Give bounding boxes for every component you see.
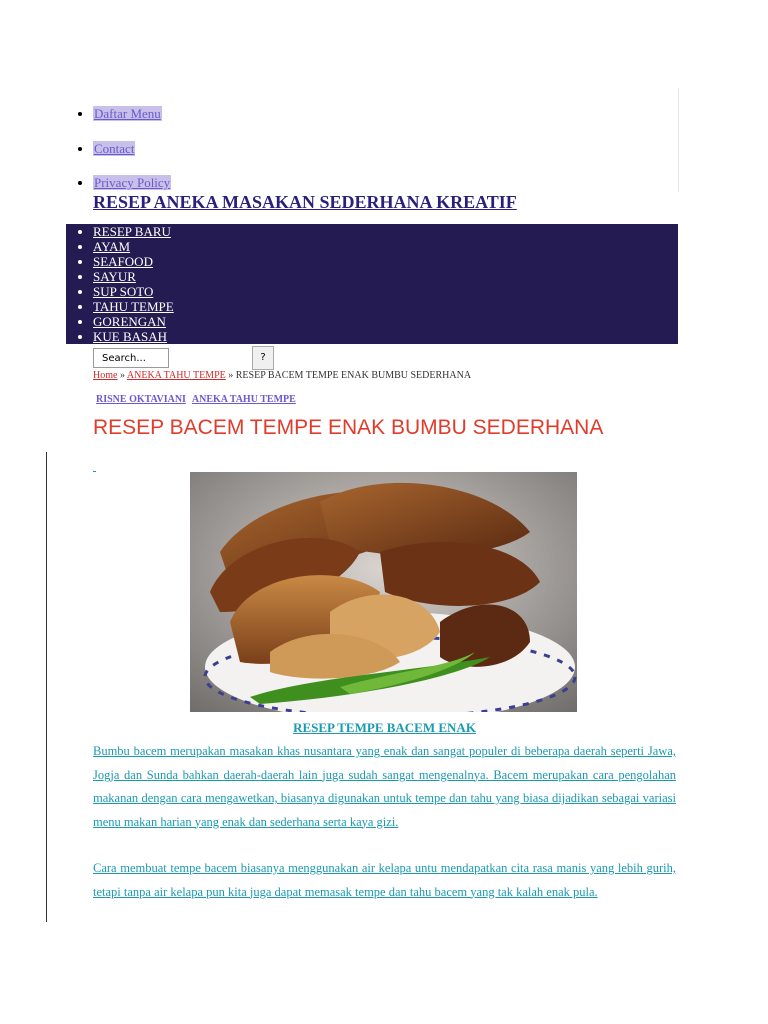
nav-item-ayam[interactable]: AYAM [93,239,131,254]
breadcrumb [93,370,471,381]
post-paragraph[interactable]: Bumbu bacem merupakan masakan khas nusantara yang enak dan sangat populer di beberapa daerah seperti Jawa, Jogja dan Sunda bahkan daerah-daerah lain juga sudah sangat mengenalnya. Bacem merupakan cara pengolahan makanan dengan cara mengawetkan, biasanya digunakan untuk tempe dan tahu yang biasa dijadikan sebagai variasi menu makan harian yang enak dan sederhana serta kaya gizi. [93,744,676,829]
site-title[interactable]: RESEP ANEKA MASAKAN SEDERHANA KREATIF [93,192,517,212]
tempe-bacem-image [190,472,577,712]
search-input[interactable]: Search... [93,348,169,368]
nav-item-resep-baru[interactable]: RESEP BARU [93,224,171,239]
breadcrumb-separator: » [119,370,125,381]
divider [46,452,47,922]
search-button[interactable]: ? [252,346,274,370]
nav-item-tahu-tempe[interactable]: TAHU TEMPE [93,299,174,314]
privacy-policy-link[interactable]: Privacy Policy [94,175,171,190]
daftar-menu-link[interactable]: Daftar Menu [94,106,161,121]
divider [678,88,679,192]
anchor-link[interactable] [93,460,96,472]
nav-item-gorengan[interactable]: GORENGAN [93,314,166,329]
post-paragraph[interactable]: Cara membuat tempe bacem biasanya menggunakan air kelapa untu mendapatkan cita rasa manis yang lebih gurih, tetapi tanpa air kelapa pun kita juga dapat memasak tempe dan tahu bacem yang tak kalah enak pula. [93,861,676,899]
breadcrumb-separator: » [228,370,234,381]
main-nav [66,224,678,344]
nav-item-sayur[interactable]: SAYUR [93,269,136,284]
nav-item-kue-basah[interactable]: KUE BASAH [93,329,168,344]
breadcrumb-category-link[interactable]: ANEKA TAHU TEMPE [126,370,226,381]
top-link-item [93,139,171,174]
category-link[interactable]: ANEKA TAHU TEMPE [191,394,296,405]
post-meta [96,394,300,405]
breadcrumb-current: RESEP BACEM TEMPE ENAK BUMBU SEDERHANA [235,370,472,381]
breadcrumb-home-link[interactable]: Home [93,370,118,381]
author-link[interactable]: RISNE OKTAVIANI [96,394,186,405]
image-caption-link[interactable]: RESEP TEMPE BACEM ENAK [293,720,476,735]
top-link-item [93,104,171,139]
post-title: RESEP BACEM TEMPE ENAK BUMBU SEDERHANA [93,416,604,439]
nav-item-seafood[interactable]: SEAFOOD [93,254,153,269]
nav-item-sup-soto[interactable]: SUP SOTO [93,284,154,299]
contact-link[interactable]: Contact [94,140,135,156]
